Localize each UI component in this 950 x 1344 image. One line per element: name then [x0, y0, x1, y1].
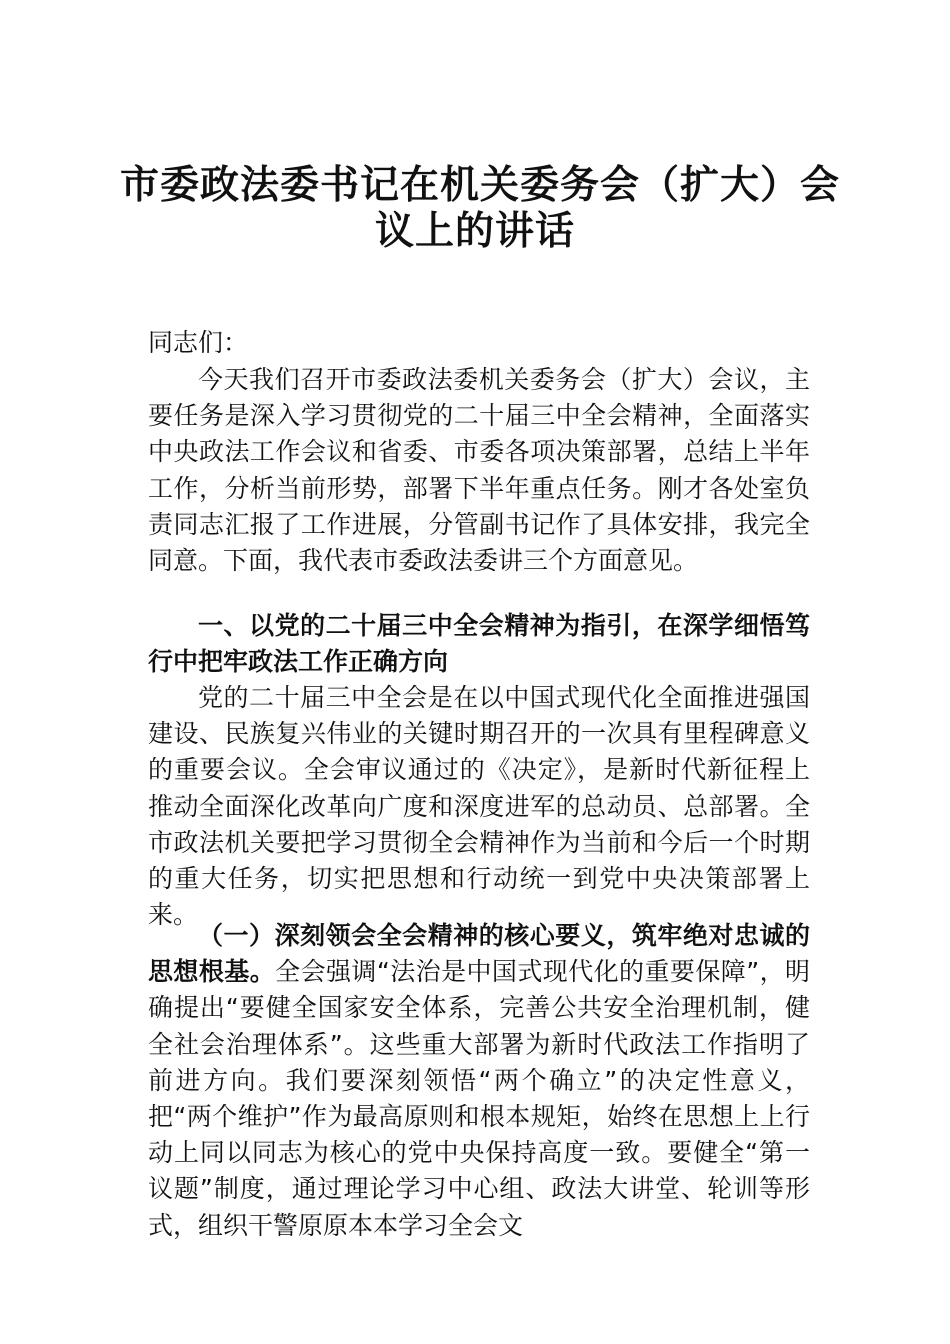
section-1-paragraph: 党的二十届三中全会是在以中国式现代化全面推进强国建设、民族复兴伟业的关键时期召开的一次具有里程碑意义的重要会议。全会审议通过的《决定》，是新时代新征程上推动全面深化改革向广度和深度进军的总动员、总部署。全市政法机关要把学习贯彻全会精神作为当前和今后一个时期的重大任务，切实把思想和行动统一到党中央决策部署上来。	[148, 683, 810, 930]
section-1-heading: 一、以党的二十届三中全会精神为指引，在深学细悟笃行中把牢政法工作正确方向	[148, 611, 810, 677]
subsection-1-text: 全会强调“法治是中国式现代化的重要保障”，明确提出“要健全国家安全体系，完善公共安全治理机制，健全社会治理体系”。这些重大部署为新时代政法工作指明了前进方向。我们要深刻领悟“两个确立”的决定性意义，把“两个维护”作为最高原则和根本规矩，始终在思想上上行动上同以同志为核心的党中央保持高度一致。要健全“第一议题”制度，通过理论学习中心组、政法大讲堂、轮训等形式，组织干警原原本本学习全会文	[148, 957, 810, 1240]
subsection-1-heading: （一）深刻领会全会精神的核心要义，筑牢绝对忠诚的思想根基。	[148, 921, 810, 987]
document-title-line-2: 议上的讲话	[374, 208, 575, 254]
greeting: 同志们：	[148, 328, 249, 357]
intro-paragraph: 今天我们召开市委政法委机关委务会（扩大）会议，主要任务是深入学习贯彻党的二十届三中全会精神，全面落实中央政法工作会议和省委、市委各项决策部署，总结上半年工作，分析当前形势，部署下半年重点任务。刚才各处室负责同志汇报了工作进展，分管副书记作了具体安排，我完全同意。下面，我代表市委政法委讲三个方面意见。	[148, 365, 810, 576]
subsection-1-paragraph	[148, 918, 810, 1244]
document-title-line-1: 市委政法委书记在机关委务会（扩大）会	[120, 162, 841, 208]
